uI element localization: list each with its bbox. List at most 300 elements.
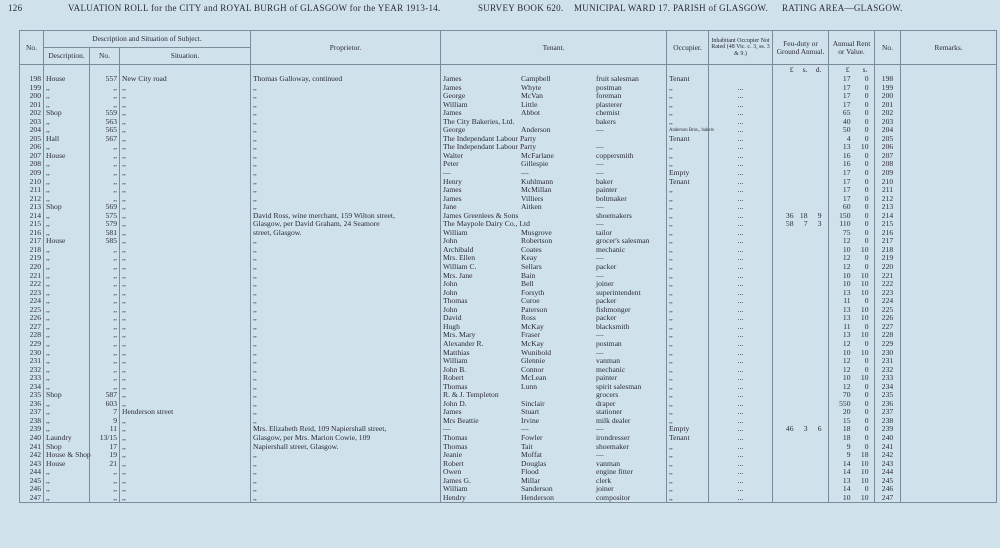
row-street-number: ,, bbox=[90, 152, 120, 161]
row-street-number: 559 bbox=[90, 109, 120, 118]
row-occupier: Empty bbox=[667, 425, 709, 434]
row-number-right: 205 bbox=[875, 135, 901, 144]
row-inhabitant: ... bbox=[709, 357, 773, 366]
ward: MUNICIPAL WARD 17. bbox=[574, 3, 671, 13]
row-description: House bbox=[44, 75, 90, 84]
row-inhabitant: ... bbox=[709, 212, 773, 221]
row-feu-duty bbox=[773, 220, 829, 229]
row-feu-duty bbox=[773, 314, 829, 323]
row-street-number: ,, bbox=[90, 297, 120, 306]
row-tenant bbox=[441, 272, 667, 281]
rent-shillings: 10 bbox=[860, 313, 869, 323]
row-number: 217 bbox=[20, 237, 44, 246]
row-number-right: 230 bbox=[875, 349, 901, 358]
row-number: 204 bbox=[20, 126, 44, 135]
row-number: 202 bbox=[20, 109, 44, 118]
row-inhabitant: ... bbox=[709, 143, 773, 152]
rent-pounds: 10 bbox=[842, 244, 851, 254]
tenant-occupation: shoemaker bbox=[596, 441, 629, 451]
row-feu-duty bbox=[773, 391, 829, 400]
row-description: ,, bbox=[44, 118, 90, 127]
row-number: 243 bbox=[20, 460, 44, 469]
tenant-first: John bbox=[443, 236, 458, 246]
row-number: 224 bbox=[20, 297, 44, 306]
tenant-occupation: — bbox=[596, 202, 604, 212]
row-occupier: ,, bbox=[667, 391, 709, 400]
row-number: 210 bbox=[20, 178, 44, 187]
tenant-occupation: clerk bbox=[596, 475, 612, 485]
row-proprietor: ,, bbox=[251, 92, 441, 101]
tenant-first: John B. bbox=[443, 364, 467, 374]
rent-shillings: 0 bbox=[864, 338, 869, 348]
tenant-first: James bbox=[443, 108, 462, 118]
rent-shillings: 0 bbox=[864, 133, 869, 143]
row-feu-duty bbox=[773, 160, 829, 169]
rent-pounds: 60 bbox=[842, 202, 851, 212]
row-proprietor: ,, bbox=[251, 400, 441, 409]
rent-pounds: 11 bbox=[843, 296, 851, 306]
tenant-occupation: boltmaker bbox=[596, 193, 627, 203]
row-situation: ,, bbox=[120, 152, 251, 161]
row-situation: ,, bbox=[120, 109, 251, 118]
row-description: Hall bbox=[44, 135, 90, 144]
tenant-surname: — bbox=[521, 168, 529, 178]
row-description: Shop bbox=[44, 109, 90, 118]
rent-shillings: 0 bbox=[864, 432, 869, 442]
tenant-surname: Villiers bbox=[521, 193, 544, 203]
row-remarks bbox=[901, 118, 997, 127]
row-remarks bbox=[901, 272, 997, 281]
col-situation: Situation. bbox=[120, 48, 251, 65]
row-tenant bbox=[441, 169, 667, 178]
tenant-first: Robert bbox=[443, 373, 464, 383]
tenant-first: George bbox=[443, 125, 466, 135]
row-feu-duty bbox=[773, 443, 829, 452]
row-proprietor: ,, bbox=[251, 195, 441, 204]
tenant-first: Peter bbox=[443, 159, 459, 169]
row-number: 219 bbox=[20, 254, 44, 263]
row-feu-duty bbox=[773, 280, 829, 289]
rating-area: RATING AREA—GLASGOW. bbox=[782, 3, 903, 13]
row-number-right: 215 bbox=[875, 220, 901, 229]
row-situation: ,, bbox=[120, 246, 251, 255]
rent-pounds: 12 bbox=[842, 364, 851, 374]
row-street-number: ,, bbox=[90, 263, 120, 272]
row-inhabitant: ... bbox=[709, 135, 773, 144]
tenant-occupation: — bbox=[596, 142, 604, 152]
row-occupier: ,, bbox=[667, 366, 709, 375]
row-feu-duty bbox=[773, 434, 829, 443]
row-street-number: 569 bbox=[90, 203, 120, 212]
row-occupier: ,, bbox=[667, 468, 709, 477]
row-remarks bbox=[901, 160, 997, 169]
tenant-first: Owen bbox=[443, 467, 462, 477]
row-description: ,, bbox=[44, 408, 90, 417]
rent-shillings: 0 bbox=[864, 116, 869, 126]
row-description: ,, bbox=[44, 263, 90, 272]
tenant-occupation: coppersmith bbox=[596, 150, 634, 160]
col-annual-rent: Annual Rent or Value. bbox=[829, 31, 875, 65]
row-street-number: ,, bbox=[90, 280, 120, 289]
row-situation: ,, bbox=[120, 331, 251, 340]
row-street-number: 19 bbox=[90, 451, 120, 460]
row-proprietor: Glasgow, per Mrs. Marion Cowie, 109 bbox=[251, 434, 441, 443]
row-situation: ,, bbox=[120, 323, 251, 332]
tenant-first: Mrs Beattie bbox=[443, 415, 479, 425]
row-situation: ,, bbox=[120, 400, 251, 409]
row-street-number: ,, bbox=[90, 340, 120, 349]
row-number-right: 211 bbox=[875, 186, 901, 195]
tenant-surname: Bain bbox=[521, 270, 536, 280]
rent-shillings: 0 bbox=[864, 202, 869, 212]
row-street-number: ,, bbox=[90, 331, 120, 340]
col-number: No. bbox=[90, 48, 120, 65]
row-number-right: 246 bbox=[875, 485, 901, 494]
tenant-occupation: vanman bbox=[596, 356, 621, 366]
row-number-right: 206 bbox=[875, 143, 901, 152]
tenant-first: Mrs. Jane bbox=[443, 270, 473, 280]
row-remarks bbox=[901, 237, 997, 246]
row-feu-duty bbox=[773, 451, 829, 460]
row-inhabitant: ... bbox=[709, 443, 773, 452]
row-description: ,, bbox=[44, 92, 90, 101]
row-tenant bbox=[441, 314, 667, 323]
rent-shillings: 0 bbox=[864, 262, 869, 272]
tenant-surname: McMillan bbox=[521, 185, 552, 195]
row-feu-duty bbox=[773, 84, 829, 93]
rent-shillings: 0 bbox=[864, 159, 869, 169]
row-street-number: ,, bbox=[90, 101, 120, 110]
feu-pounds: 36 bbox=[785, 210, 794, 220]
row-occupier: ,, bbox=[667, 152, 709, 161]
tenant-surname: Little bbox=[521, 99, 538, 109]
row-tenant bbox=[441, 366, 667, 375]
row-description: ,, bbox=[44, 289, 90, 298]
row-tenant bbox=[441, 84, 667, 93]
tenant-occupation: — bbox=[596, 253, 604, 263]
feu-shillings: 7 bbox=[803, 219, 808, 229]
row-proprietor: ,, bbox=[251, 272, 441, 281]
row-number-right: 225 bbox=[875, 306, 901, 315]
row-remarks bbox=[901, 143, 997, 152]
row-street-number: 563 bbox=[90, 118, 120, 127]
row-number-right: 222 bbox=[875, 280, 901, 289]
rent-shillings: 0 bbox=[864, 91, 869, 101]
rent-shillings: 0 bbox=[864, 398, 869, 408]
row-situation: ,, bbox=[120, 101, 251, 110]
row-inhabitant: ... bbox=[709, 101, 773, 110]
row-occupier: ,, bbox=[667, 237, 709, 246]
row-number-right: 219 bbox=[875, 254, 901, 263]
row-number: 198 bbox=[20, 75, 44, 84]
feu-shillings: 18 bbox=[799, 210, 808, 220]
row-number-right: 213 bbox=[875, 203, 901, 212]
rent-shillings: 0 bbox=[864, 253, 869, 263]
row-street-number: ,, bbox=[90, 178, 120, 187]
row-inhabitant: ... bbox=[709, 408, 773, 417]
row-number-right: 202 bbox=[875, 109, 901, 118]
row-situation: ,, bbox=[120, 272, 251, 281]
row-feu-duty bbox=[773, 75, 829, 84]
row-inhabitant: ... bbox=[709, 289, 773, 298]
row-situation: ,, bbox=[120, 314, 251, 323]
row-number: 239 bbox=[20, 425, 44, 434]
row-number: 235 bbox=[20, 391, 44, 400]
tenant-surname: Fraser bbox=[521, 330, 540, 340]
row-tenant bbox=[441, 152, 667, 161]
row-remarks bbox=[901, 109, 997, 118]
row-number: 218 bbox=[20, 246, 44, 255]
tenant-surname: McKay bbox=[521, 321, 544, 331]
row-proprietor: Thomas Galloway, continued bbox=[251, 75, 441, 84]
row-situation: ,, bbox=[120, 485, 251, 494]
rent-shillings: 0 bbox=[864, 407, 869, 417]
row-street-number: 11 bbox=[90, 425, 120, 434]
row-tenant bbox=[441, 434, 667, 443]
row-description: House & Shop bbox=[44, 451, 90, 460]
row-occupier: ,, bbox=[667, 280, 709, 289]
row-tenant bbox=[441, 75, 667, 84]
tenant-first: James bbox=[443, 82, 462, 92]
tenant-occupation: fruit salesman bbox=[596, 74, 639, 83]
row-situation: ,, bbox=[120, 383, 251, 392]
row-street-number: ,, bbox=[90, 306, 120, 315]
tenant-first: Jane bbox=[443, 202, 457, 212]
row-street-number: 557 bbox=[90, 75, 120, 84]
row-situation: ,, bbox=[120, 280, 251, 289]
row-occupier: ,, bbox=[667, 331, 709, 340]
row-feu-duty bbox=[773, 400, 829, 409]
row-occupier: ,, bbox=[667, 323, 709, 332]
row-number: 227 bbox=[20, 323, 44, 332]
row-number: 245 bbox=[20, 477, 44, 486]
row-proprietor: ,, bbox=[251, 143, 441, 152]
row-proprietor: ,, bbox=[251, 203, 441, 212]
rent-shillings: 10 bbox=[860, 475, 869, 485]
row-occupier: ,, bbox=[667, 246, 709, 255]
row-proprietor: ,, bbox=[251, 357, 441, 366]
rent-shillings: 0 bbox=[864, 168, 869, 178]
row-tenant bbox=[441, 306, 667, 315]
row-situation: ,, bbox=[120, 451, 251, 460]
tenant-occupation: plasterer bbox=[596, 99, 623, 109]
row-street-number: ,, bbox=[90, 289, 120, 298]
row-inhabitant: ... bbox=[709, 152, 773, 161]
row-remarks bbox=[901, 434, 997, 443]
row-proprietor: ,, bbox=[251, 477, 441, 486]
tenant-first: James bbox=[443, 74, 462, 83]
row-remarks bbox=[901, 417, 997, 426]
row-inhabitant: ... bbox=[709, 340, 773, 349]
row-occupier: ,, bbox=[667, 203, 709, 212]
row-inhabitant: ... bbox=[709, 126, 773, 135]
page-title: VALUATION ROLL for the CITY and ROYAL BURGH of GLASGOW for the YEAR 1913-14. bbox=[68, 3, 441, 13]
row-remarks bbox=[901, 391, 997, 400]
row-inhabitant: ... bbox=[709, 468, 773, 477]
row-number: 228 bbox=[20, 331, 44, 340]
row-number: 247 bbox=[20, 494, 44, 503]
row-occupier: ,, bbox=[667, 84, 709, 93]
rent-pounds: 12 bbox=[842, 262, 851, 272]
rent-shillings: 0 bbox=[864, 364, 869, 374]
tenant-occupation: joiner bbox=[596, 279, 614, 289]
row-remarks bbox=[901, 477, 997, 486]
row-number: 203 bbox=[20, 118, 44, 127]
row-number: 199 bbox=[20, 84, 44, 93]
row-description: ,, bbox=[44, 425, 90, 434]
row-description: ,, bbox=[44, 494, 90, 503]
row-number-right: 226 bbox=[875, 314, 901, 323]
row-number-right: 228 bbox=[875, 331, 901, 340]
row-feu-duty bbox=[773, 485, 829, 494]
tenant-occupation: spirit salesman bbox=[596, 381, 642, 391]
row-remarks bbox=[901, 135, 997, 144]
row-proprietor: ,, bbox=[251, 246, 441, 255]
row-tenant bbox=[441, 400, 667, 409]
rent-shillings: 0 bbox=[864, 82, 869, 92]
row-inhabitant: ... bbox=[709, 254, 773, 263]
rent-shillings: 0 bbox=[864, 176, 869, 186]
row-inhabitant: ... bbox=[709, 494, 773, 503]
row-tenant bbox=[441, 340, 667, 349]
row-remarks bbox=[901, 331, 997, 340]
tenant-first: William C. bbox=[443, 262, 477, 272]
rent-pounds: 17 bbox=[842, 82, 851, 92]
tenant-surname: — bbox=[521, 424, 529, 434]
row-number-right: 234 bbox=[875, 383, 901, 392]
col-inhabitant: Inhabitant Occupier Not Rated (48 Vic. c. 3, ss. 3 & 9.) bbox=[709, 31, 773, 65]
tenant-first: R. & J. Templeton bbox=[443, 390, 499, 400]
rent-pounds: 17 bbox=[842, 185, 851, 195]
tenant-surname: Anderson bbox=[521, 125, 551, 135]
tenant-occupation: grocer's salesman bbox=[596, 236, 650, 246]
row-tenant bbox=[441, 160, 667, 169]
rent-pounds: 4 bbox=[846, 133, 851, 143]
row-feu-duty bbox=[773, 468, 829, 477]
row-street-number: ,, bbox=[90, 160, 120, 169]
row-feu-duty bbox=[773, 109, 829, 118]
tenant-occupation: compositor bbox=[596, 492, 631, 502]
row-feu-duty bbox=[773, 383, 829, 392]
rent-shillings: 0 bbox=[864, 296, 869, 306]
rent-pounds: 550 bbox=[839, 398, 851, 408]
row-feu-duty bbox=[773, 306, 829, 315]
rent-shillings: 10 bbox=[860, 279, 869, 289]
row-remarks bbox=[901, 297, 997, 306]
row-description: ,, bbox=[44, 485, 90, 494]
tenant-occupation: packer bbox=[596, 296, 617, 306]
rent-shillings: 0 bbox=[864, 424, 869, 434]
row-remarks bbox=[901, 195, 997, 204]
row-occupier: Empty bbox=[667, 169, 709, 178]
row-street-number: ,, bbox=[90, 272, 120, 281]
row-tenant bbox=[441, 92, 667, 101]
tenant-surname: McLean bbox=[521, 373, 547, 383]
rent-pounds: 17 bbox=[842, 193, 851, 203]
row-feu-duty bbox=[773, 331, 829, 340]
row-feu-duty bbox=[773, 289, 829, 298]
rent-pounds: 12 bbox=[842, 338, 851, 348]
tenant-occupation: — bbox=[596, 270, 604, 280]
row-inhabitant: ... bbox=[709, 485, 773, 494]
row-situation: ,, bbox=[120, 366, 251, 375]
row-street-number: 13/15 bbox=[90, 434, 120, 443]
tenant-surname: Sanderson bbox=[521, 484, 553, 494]
row-situation: ,, bbox=[120, 118, 251, 127]
tenant-surname: Lunn bbox=[521, 381, 538, 391]
row-occupier: ,, bbox=[667, 400, 709, 409]
row-street-number: 587 bbox=[90, 391, 120, 400]
tenant-occupation: draper bbox=[596, 398, 616, 408]
row-occupier: ,, bbox=[667, 195, 709, 204]
row-situation: ,, bbox=[120, 297, 251, 306]
row-occupier: ,, bbox=[667, 314, 709, 323]
rent-pounds: 12 bbox=[842, 381, 851, 391]
rent-pounds: 150 bbox=[839, 210, 851, 220]
row-feu-duty bbox=[773, 169, 829, 178]
row-feu-duty bbox=[773, 143, 829, 152]
row-remarks bbox=[901, 203, 997, 212]
row-number-right: 203 bbox=[875, 118, 901, 127]
row-street-number: ,, bbox=[90, 323, 120, 332]
row-proprietor: ,, bbox=[251, 323, 441, 332]
row-situation: ,, bbox=[120, 289, 251, 298]
row-description: ,, bbox=[44, 323, 90, 332]
row-proprietor: ,, bbox=[251, 152, 441, 161]
row-description: ,, bbox=[44, 160, 90, 169]
row-number-right: 216 bbox=[875, 229, 901, 238]
row-street-number: ,, bbox=[90, 314, 120, 323]
row-tenant bbox=[441, 186, 667, 195]
rent-shillings: 10 bbox=[860, 270, 869, 280]
tenant-occupation: superintendent bbox=[596, 287, 641, 297]
row-inhabitant: ... bbox=[709, 195, 773, 204]
row-remarks bbox=[901, 101, 997, 110]
row-number: 242 bbox=[20, 451, 44, 460]
row-remarks bbox=[901, 169, 997, 178]
row-feu-duty bbox=[773, 357, 829, 366]
row-number-right: 245 bbox=[875, 477, 901, 486]
tenant-surname: Aitken bbox=[521, 202, 542, 212]
rent-pounds: 10 bbox=[842, 373, 851, 383]
row-street-number: 581 bbox=[90, 229, 120, 238]
row-tenant bbox=[441, 477, 667, 486]
row-situation: ,, bbox=[120, 212, 251, 221]
tenant-first: The Maypole Dairy Co., Ltd bbox=[443, 219, 530, 229]
row-street-number: ,, bbox=[90, 186, 120, 195]
row-remarks bbox=[901, 152, 997, 161]
row-situation: ,, bbox=[120, 254, 251, 263]
row-description: ,, bbox=[44, 126, 90, 135]
row-street-number: ,, bbox=[90, 485, 120, 494]
row-proprietor: ,, bbox=[251, 468, 441, 477]
row-number-right: 242 bbox=[875, 451, 901, 460]
row-inhabitant: ... bbox=[709, 263, 773, 272]
row-proprietor: ,, bbox=[251, 314, 441, 323]
row-street-number: ,, bbox=[90, 374, 120, 383]
row-remarks bbox=[901, 349, 997, 358]
row-proprietor: Glasgow, per David Graham, 24 Seamore bbox=[251, 220, 441, 229]
rent-pounds: 9 bbox=[846, 450, 851, 460]
row-occupier: ,, bbox=[667, 272, 709, 281]
row-number: 220 bbox=[20, 263, 44, 272]
row-description: Shop bbox=[44, 203, 90, 212]
rent-pounds: 110 bbox=[839, 219, 851, 229]
row-occupier: ,, bbox=[667, 109, 709, 118]
tenant-surname: Ross bbox=[521, 313, 536, 323]
row-proprietor: ,, bbox=[251, 349, 441, 358]
row-number-right: 199 bbox=[875, 84, 901, 93]
